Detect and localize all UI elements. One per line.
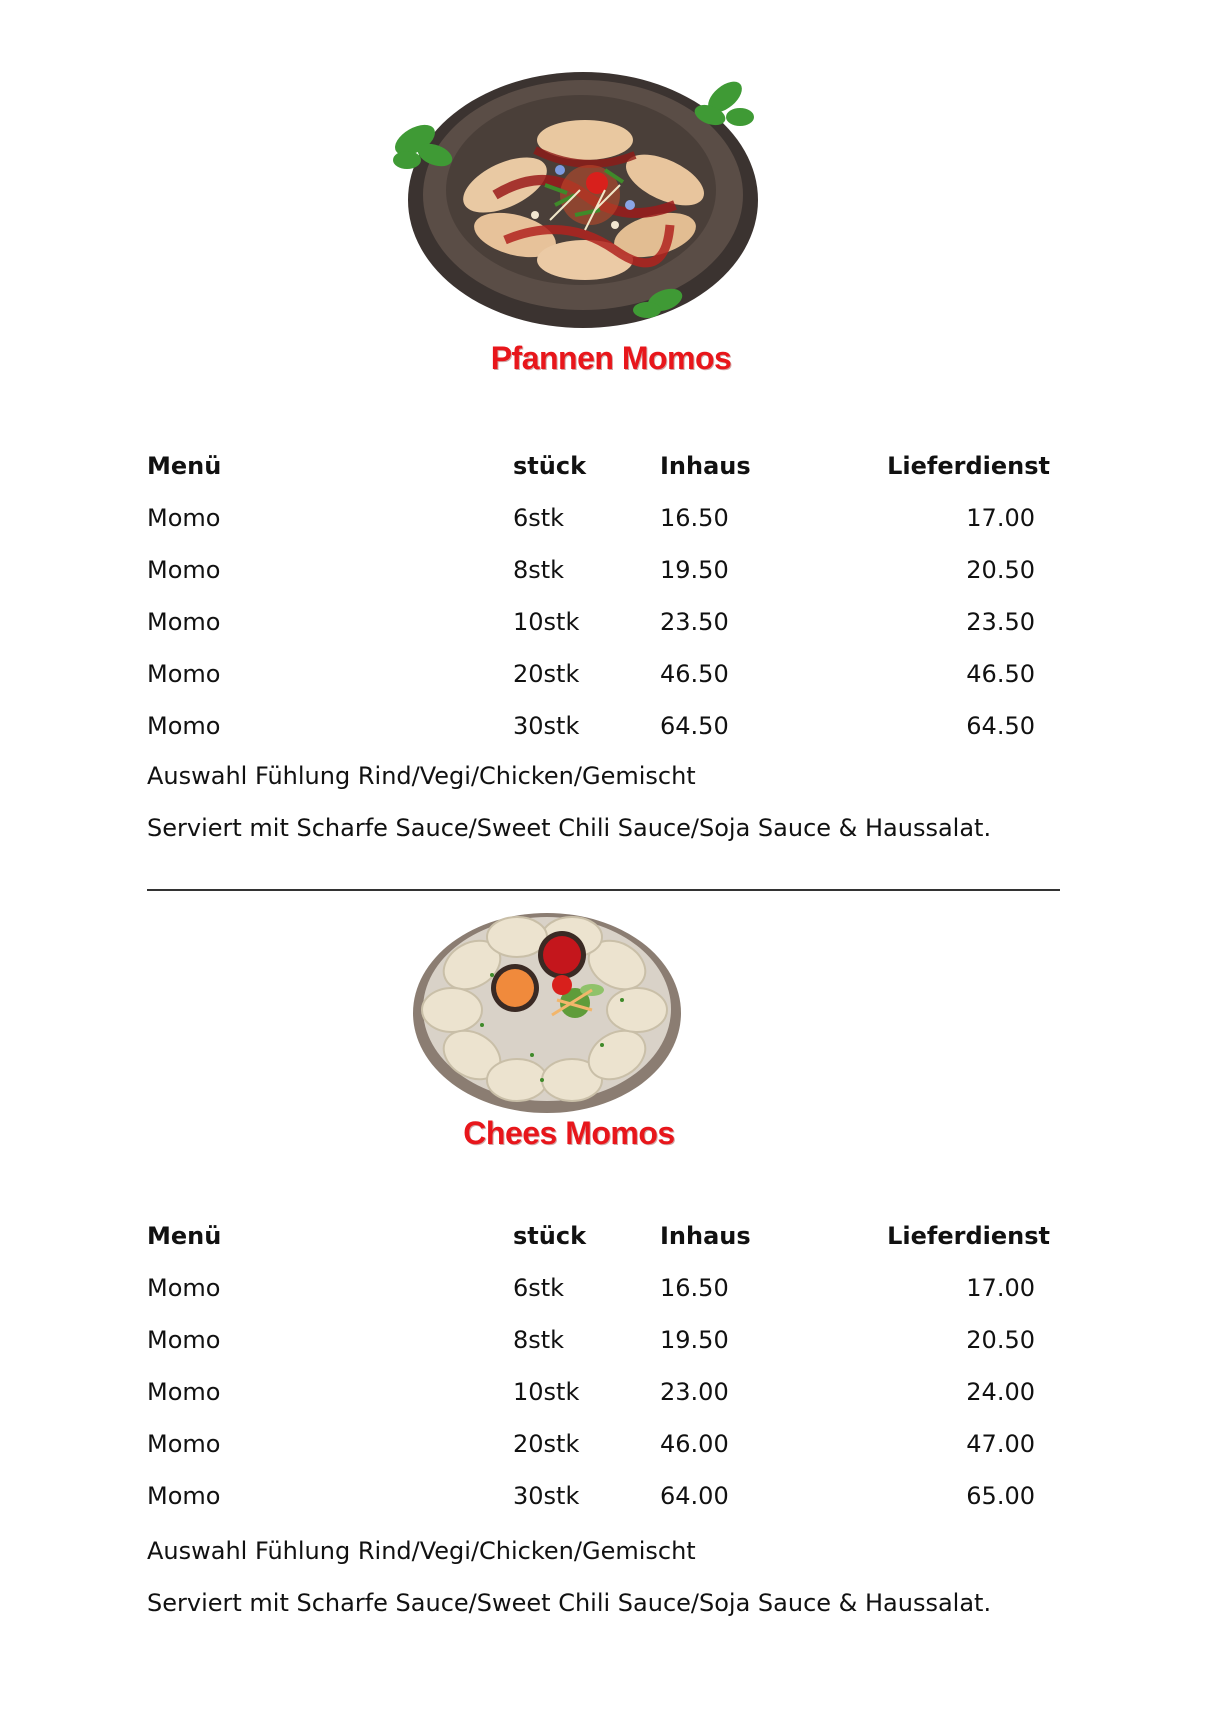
cell-pieces: 8stk bbox=[513, 556, 565, 584]
table-row bbox=[147, 648, 1067, 700]
cell-inhaus: 16.50 bbox=[660, 504, 729, 532]
cell-delivery: 24.00 bbox=[966, 1378, 1035, 1406]
table-row bbox=[147, 544, 1067, 596]
table-row bbox=[147, 700, 1067, 752]
cell-delivery: 17.00 bbox=[966, 1274, 1035, 1302]
header-menu: Menü bbox=[147, 452, 222, 480]
table-row bbox=[147, 596, 1067, 648]
cell-inhaus: 23.00 bbox=[660, 1378, 729, 1406]
header-delivery: Lieferdienst bbox=[887, 1222, 1050, 1250]
cell-menu: Momo bbox=[147, 1378, 221, 1406]
filling-note: Auswahl Fühlung Rind/Vegi/Chicken/Gemischt bbox=[147, 1537, 696, 1565]
header-menu: Menü bbox=[147, 1222, 222, 1250]
cell-inhaus: 46.50 bbox=[660, 660, 729, 688]
table-header bbox=[147, 440, 1067, 492]
cell-pieces: 20stk bbox=[513, 660, 580, 688]
cell-delivery: 65.00 bbox=[966, 1482, 1035, 1510]
fried-momos-plate-image bbox=[385, 55, 770, 330]
section-title-pfannen-momos: Pfannen Momos bbox=[490, 340, 732, 376]
cell-menu: Momo bbox=[147, 504, 221, 532]
cell-delivery: 47.00 bbox=[966, 1430, 1035, 1458]
cell-menu: Momo bbox=[147, 712, 221, 740]
section-title-chees-momos: Chees Momos bbox=[463, 1115, 675, 1151]
section-divider bbox=[147, 889, 1060, 891]
cell-inhaus: 19.50 bbox=[660, 556, 729, 584]
cell-menu: Momo bbox=[147, 1482, 221, 1510]
table-row bbox=[147, 1418, 1067, 1470]
cell-pieces: 10stk bbox=[513, 1378, 580, 1406]
table-row bbox=[147, 492, 1067, 544]
cell-pieces: 20stk bbox=[513, 1430, 580, 1458]
table-header bbox=[147, 1210, 1067, 1262]
header-pieces: stück bbox=[513, 1222, 587, 1250]
steamed-momos-plate-image bbox=[412, 905, 682, 1115]
cell-inhaus: 64.00 bbox=[660, 1482, 729, 1510]
cell-inhaus: 23.50 bbox=[660, 608, 729, 636]
cell-inhaus: 46.00 bbox=[660, 1430, 729, 1458]
price-table-chees-momos bbox=[147, 1210, 1067, 1522]
cell-menu: Momo bbox=[147, 1430, 221, 1458]
cell-delivery: 46.50 bbox=[966, 660, 1035, 688]
table-row bbox=[147, 1366, 1067, 1418]
cell-delivery: 20.50 bbox=[966, 1326, 1035, 1354]
cell-menu: Momo bbox=[147, 1326, 221, 1354]
cell-delivery: 64.50 bbox=[966, 712, 1035, 740]
table-row bbox=[147, 1314, 1067, 1366]
cell-delivery: 17.00 bbox=[966, 504, 1035, 532]
served-note: Serviert mit Scharfe Sauce/Sweet Chili Sauce/Soja Sauce & Haussalat. bbox=[147, 1589, 992, 1617]
header-inhaus: Inhaus bbox=[660, 452, 751, 480]
table-row bbox=[147, 1262, 1067, 1314]
cell-menu: Momo bbox=[147, 1274, 221, 1302]
cell-inhaus: 19.50 bbox=[660, 1326, 729, 1354]
cell-menu: Momo bbox=[147, 556, 221, 584]
cell-pieces: 30stk bbox=[513, 1482, 580, 1510]
filling-note: Auswahl Fühlung Rind/Vegi/Chicken/Gemischt bbox=[147, 762, 696, 790]
cell-menu: Momo bbox=[147, 660, 221, 688]
header-delivery: Lieferdienst bbox=[887, 452, 1050, 480]
cell-pieces: 10stk bbox=[513, 608, 580, 636]
cell-pieces: 6stk bbox=[513, 1274, 565, 1302]
cell-pieces: 6stk bbox=[513, 504, 565, 532]
header-pieces: stück bbox=[513, 452, 587, 480]
cell-delivery: 23.50 bbox=[966, 608, 1035, 636]
table-row bbox=[147, 1470, 1067, 1522]
cell-inhaus: 16.50 bbox=[660, 1274, 729, 1302]
header-inhaus: Inhaus bbox=[660, 1222, 751, 1250]
cell-pieces: 8stk bbox=[513, 1326, 565, 1354]
cell-delivery: 20.50 bbox=[966, 556, 1035, 584]
served-note: Serviert mit Scharfe Sauce/Sweet Chili Sauce/Soja Sauce & Haussalat. bbox=[147, 814, 992, 842]
cell-inhaus: 64.50 bbox=[660, 712, 729, 740]
cell-menu: Momo bbox=[147, 608, 221, 636]
cell-pieces: 30stk bbox=[513, 712, 580, 740]
price-table-pfannen-momos bbox=[147, 440, 1067, 752]
